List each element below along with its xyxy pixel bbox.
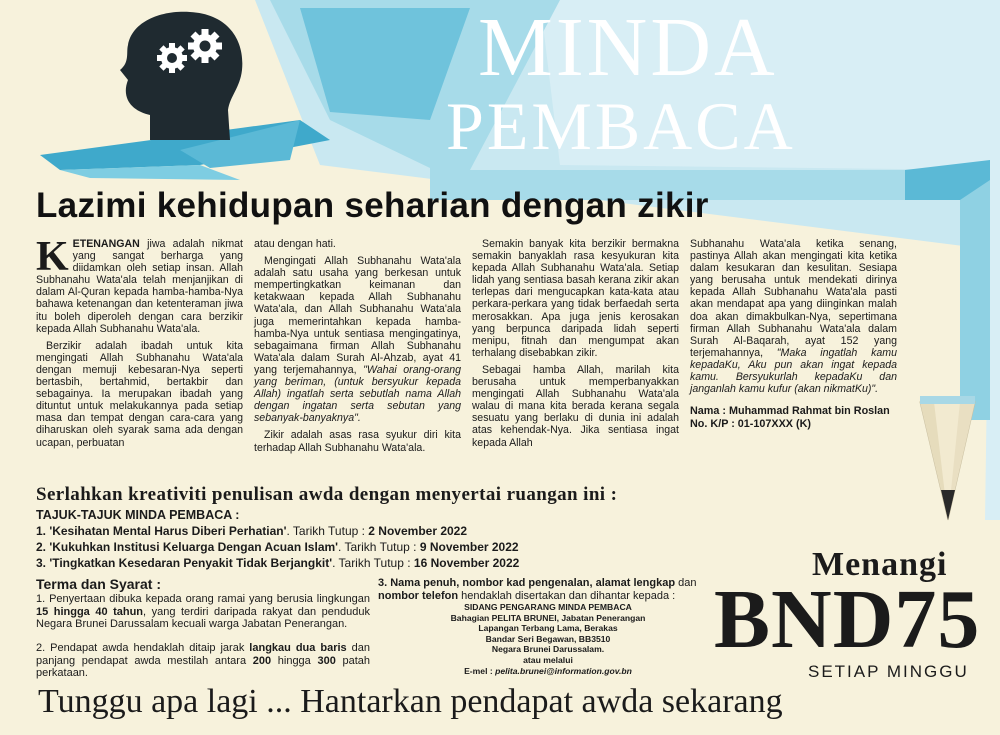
article-paragraph: Berzikir adalah ibadah untuk kita mengingati Allah Subhanahu Wata'ala dengan memuji kebesaran-Nya seperti bertasbih, bertahmid, bertakbir dan sebagainya. Ia merupakan ibadah yang dituntut untuk melakukannya pada setiap masa dan tempat dengan cara-cara yang diharuskan oleh syarak sama ada dengan ucapan, perbuatan <box>36 339 243 449</box>
drop-cap: K <box>36 234 69 280</box>
footer-call-to-action: Tunggu apa lagi ... Hantarkan pendapat awda sekarang <box>38 683 783 720</box>
author-name: Nama : Muhammad Rahmat bin Roslan <box>690 405 890 418</box>
article-paragraph: Zikir adalah asas rasa syukur diri kita terhadap Allah Subhanahu Wata'ala. <box>254 429 461 454</box>
pencil-icon <box>920 396 975 520</box>
topic-item: 2. 'Kukuhkan Institusi Keluarga Dengan Acuan Islam'. Tarikh Tutup : 9 November 2022 <box>36 540 519 554</box>
article-headline: Lazimi kehidupan seharian dengan zikir <box>36 186 709 225</box>
mailing-address: SIDANG PENGARANG MINDA PEMBACA Bahagian PELITA BRUNEI, Jabatan Penerangan Lapangan Terbang Lama, Berakas Bandar Seri Begawan, BB3510 Negara Brunei Darussalam. atau melalui E-mel : pelita.brunei@information.gov.bn <box>412 602 684 676</box>
article-paragraph: Subhanahu Wata'ala ketika senang, pastinya Allah akan mengingati kita ketika dalam kesukaran dan kesulitan. Sesiapa yang berusaha untuk mendekati dirinya kepada Allah Subhanahu Wata'ala pasti akan mendapat apa yang diinginkan malah doa akan dimakbulkan-Nya, sepertimana firman Allah Subhanahu Wata'ala dalam Surah Al-Baqarah, ayat 152 yang terjemahannya, "Maka ingatlah kamu kepadaKu, Aku pun akan ingat kepada kamu. Bersyukurlah kepadaKu dan janganlah kamu kufur (akan nikmatKu)". <box>690 238 897 396</box>
prize-amount: BND75 <box>714 573 981 666</box>
article-column-1 <box>36 234 243 454</box>
head-gears-icon <box>120 12 242 140</box>
title-line-2: PEMBACA <box>446 88 796 164</box>
invitation-banner: Serlahkan kreativiti penulisan awda dengan menyertai ruangan ini : <box>36 484 618 505</box>
article-column-3 <box>472 238 679 454</box>
article-paragraph: Mengingati Allah Subhanahu Wata'ala adalah satu usaha yang berkesan untuk mempertingkatkan keimanan dan ketakwaan kepada Allah Subhanahu Wata'ala, dan Allah Subhanahu Wata'ala juga memerintahkan kepada hamba-hamba-Nya untuk sentiasa mengingatinya, sebagaimana firman Allah Subhanahu Wata'ala dalam Surah Al-Ahzab, ayat 41 yang terjemahannya, "Wahai orang-orang yang beriman, (untuk bersyukur kepada Allah) ingatlah serta sebutlah nama Allah dengan ingatan serta sebutan yang sebanyak-banyaknya". <box>254 255 461 425</box>
topic-item: 1. 'Kesihatan Mental Harus Diberi Perhatian'. Tarikh Tutup : 2 November 2022 <box>36 524 468 538</box>
term-3: 3. Nama penuh, nombor kad pengenalan, alamat lengkap dan nombor telefon hendaklah disertakan dan dihantar kepada : <box>378 577 697 602</box>
article-paragraph: atau dengan hati. <box>254 238 336 250</box>
article-paragraph: Semakin banyak kita berzikir bermakna semakin banyaklah rasa kesyukuran kita kepada Allah Subhanahu Wata'ala. Setiap lidah yang sentiasa basah kerana zikir akan terlepas dari mengucapkan kata-kata atau perkara-perkara yang tidak berfaedah serta merosakkan. Apa juga jenis kerosakan yang berpunca daripada lidah seperti menipu, fitnah dan mengumpat akan terhalang disebabkan zikir. <box>472 238 679 359</box>
title-line-1: MINDA <box>478 1 778 94</box>
term-1: 1. Penyertaan dibuka kepada orang ramai yang berusia lingkungan 15 hingga 40 tahun, yang terdiri daripada rakyat dan penduduk Negara Brunei Darussalam kecuali warga Jabatan Penerangan. <box>36 593 370 631</box>
article-paragraph: Sebagai hamba Allah, marilah kita berusaha untuk memperbanyakkan mengingati Allah Subhanahu Wata'ala walau di mana kita berada kerana segala sesuatu yang berlaku di dunia ini adalah atas kehendak-Nya. Jika sentiasa ingat kepada Allah <box>472 363 679 449</box>
prize-frequency: SETIAP MINGGU <box>808 662 969 681</box>
quran-quote: "Wahai orang-orang yang beriman, (untuk bersyukur kepada Allah) ingatlah serta sebutlah nama Allah dengan ingatan serta sebutan yang sebanyak-banyaknya". <box>254 363 461 425</box>
author-info <box>690 405 897 431</box>
quran-quote: "Maka ingatlah kamu kepadaKu, Aku pun akan ingat kepada kamu. Bersyukurlah kepadaKu dan janganlah kamu kufur (akan nikmatKu)". <box>690 346 897 396</box>
lead-word: ETENANGAN <box>72 238 140 250</box>
email-line: E-mel : pelita.brunei@information.gov.bn <box>464 665 632 676</box>
prize-heading: Menangi <box>812 546 948 583</box>
topic-item: 3. 'Tingkatkan Kesedaran Penyakit Tidak Berjangkit'. Tarikh Tutup : 16 November 2022 <box>36 556 520 570</box>
article-paragraph: KETENANGAN jiwa adalah nikmat yang sangat berharga yang diidamkan oleh setiap insan. Allah Subhanahu Wata'ala telah menjanjikan di dalam Al-Quran kepada hamba-hamba-Nya bahawa ketenangan dan ketenteraman jiwa itu boleh diperoleh dengan cara berzikir kepada Allah Subhanahu Wata'ala. <box>36 234 243 335</box>
article-column-2 <box>254 238 461 459</box>
topics-heading: TAJUK-TAJUK MINDA PEMBACA : <box>36 508 240 522</box>
email-address: pelita.brunei@information.gov.bn <box>495 665 632 676</box>
author-id: No. K/P : 01-107XXX (K) <box>690 418 812 431</box>
terms-heading: Terma dan Syarat : <box>36 576 162 592</box>
article-column-4 <box>690 238 897 431</box>
term-2: 2. Pendapat awda hendaklah ditaip jarak langkau dua baris dan panjang pendapat awda mestilah antara 200 hingga 300 patah perkataan. <box>36 642 370 680</box>
